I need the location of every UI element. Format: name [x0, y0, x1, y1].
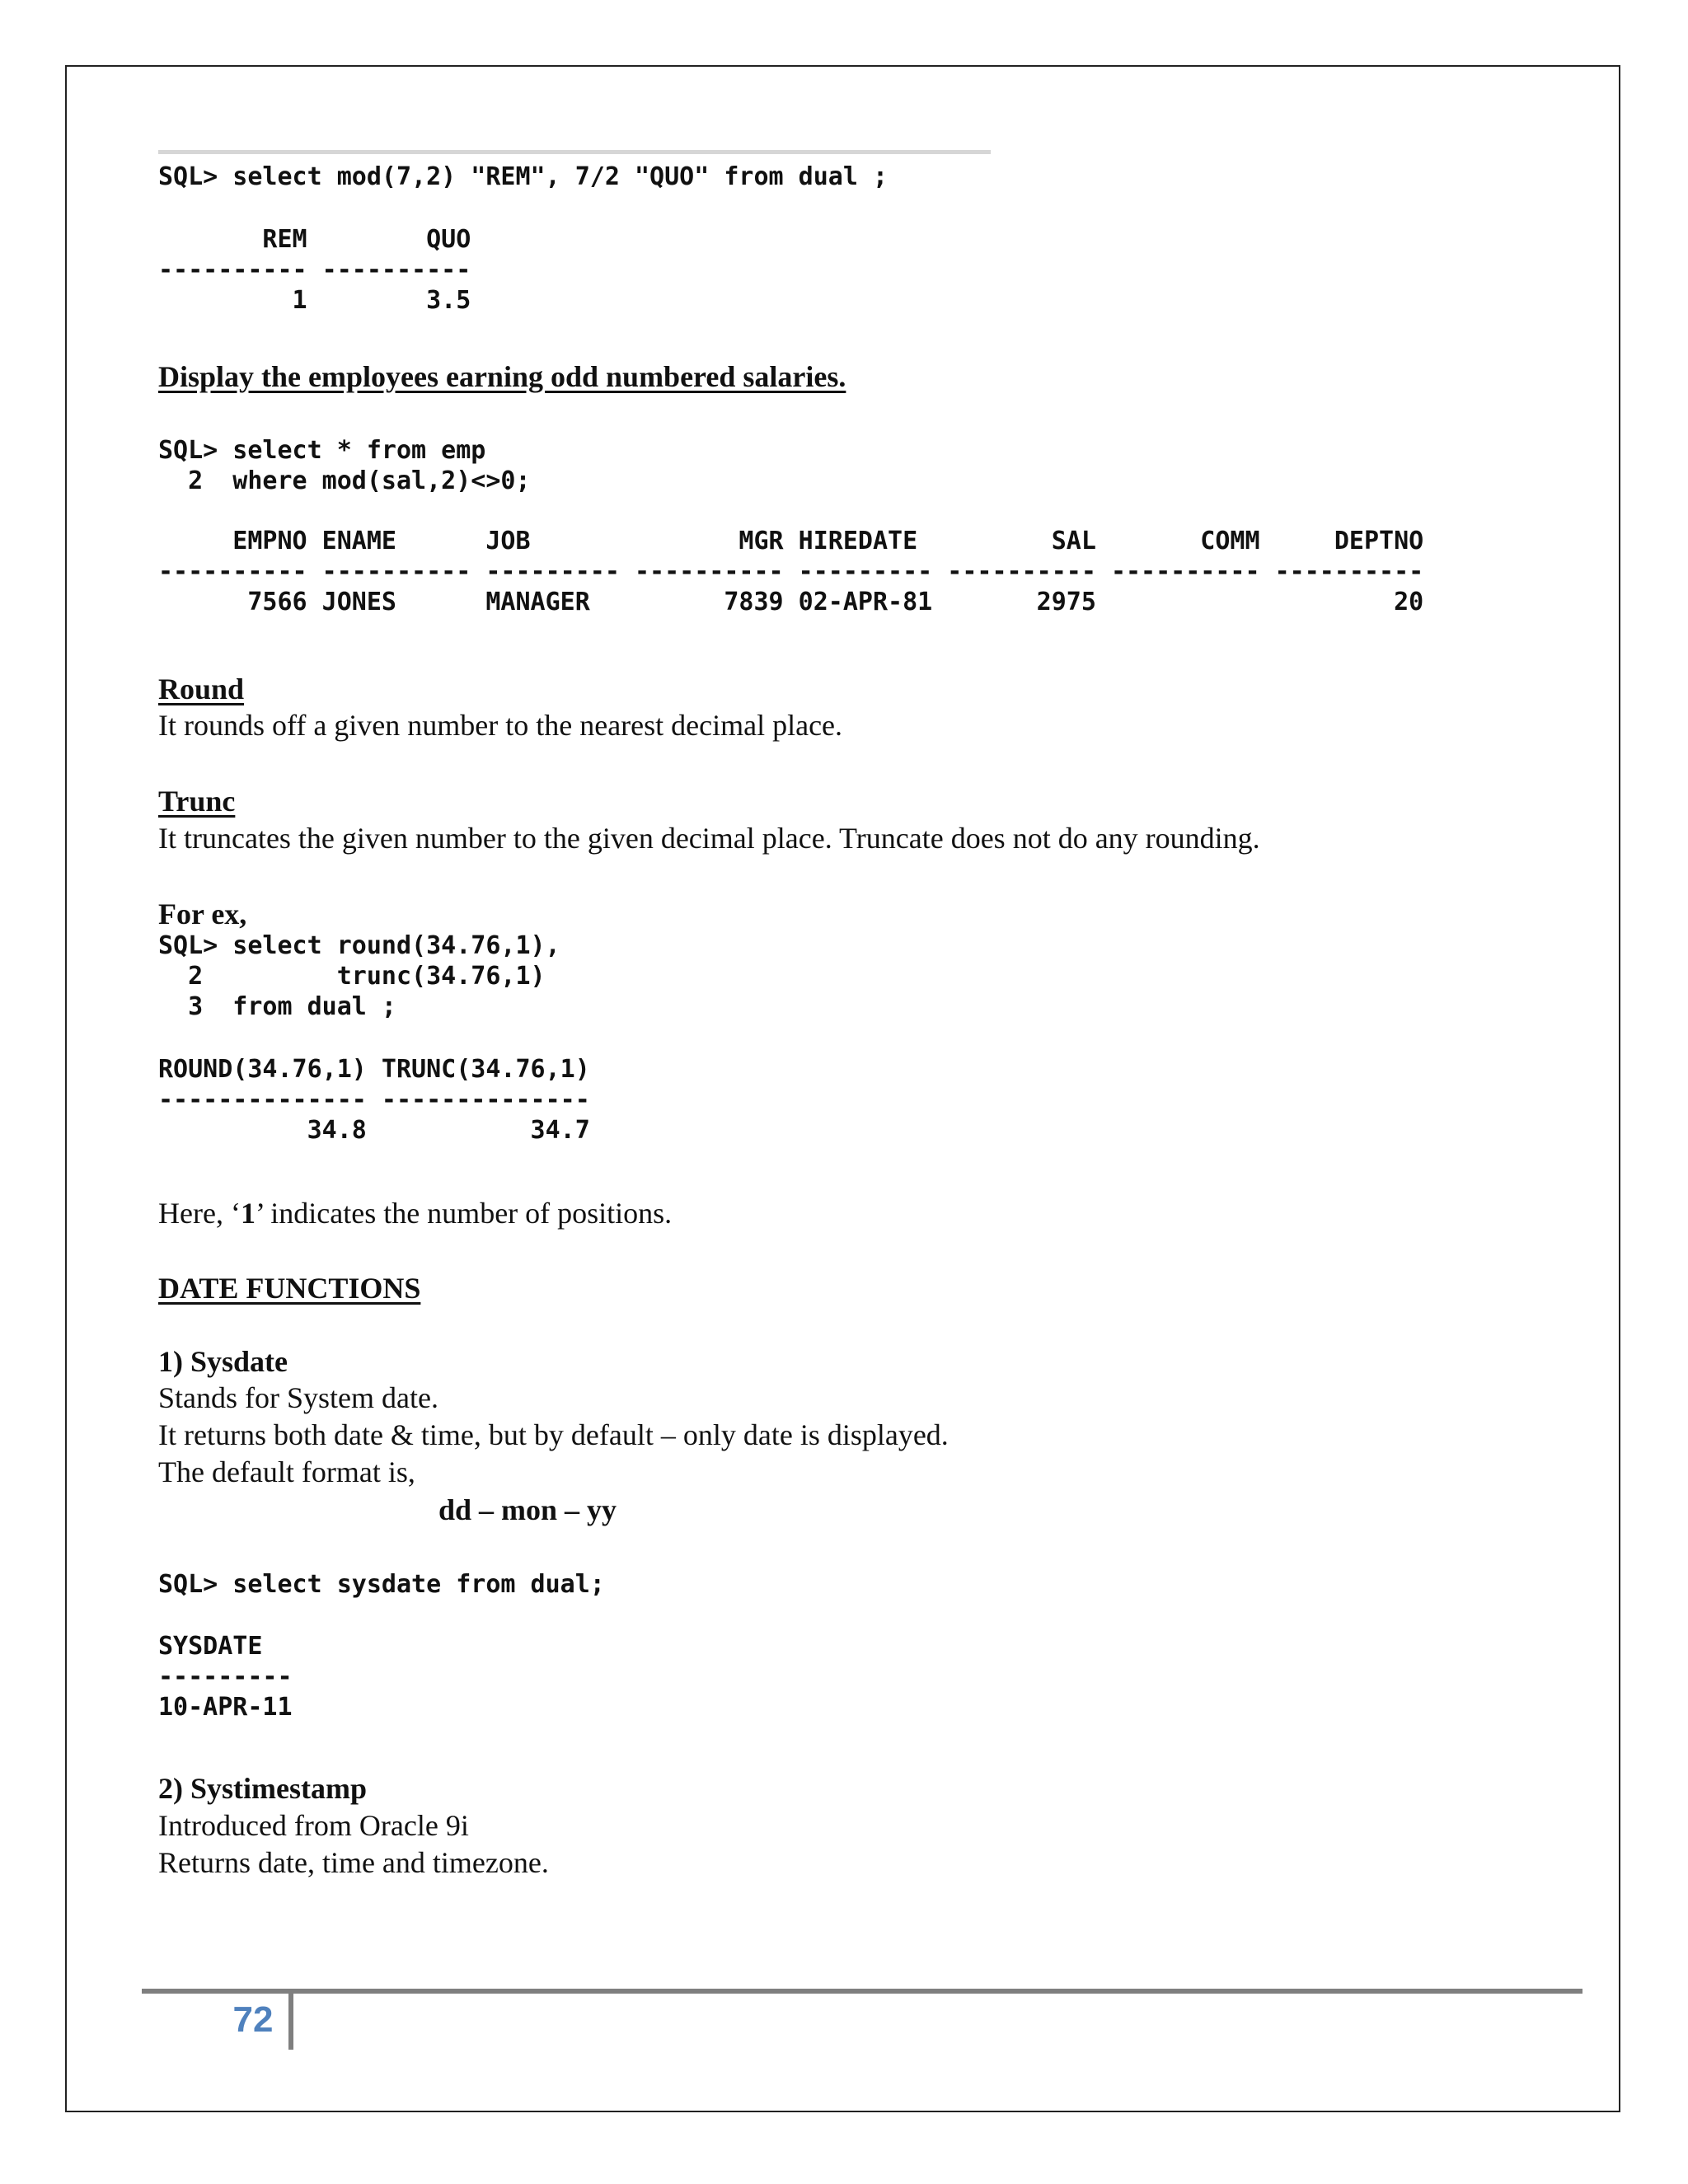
example-label: For ex,	[158, 898, 247, 930]
systimestamp-line2: Returns date, time and timezone.	[158, 1846, 549, 1879]
sysdate-title: 1) Sysdate	[158, 1345, 288, 1378]
note-suffix: ’ indicates the number of positions.	[255, 1197, 673, 1230]
systimestamp-title: 2) Systimestamp	[158, 1772, 367, 1805]
date-functions-heading: DATE FUNCTIONS	[158, 1272, 421, 1305]
note-prefix: Here, ‘	[158, 1197, 241, 1230]
positions-note	[158, 1195, 672, 1232]
example-result: ROUND(34.76,1) TRUNC(34.76,1) -------------- -------------- 34.8 34.7	[158, 1055, 590, 1145]
mod-query: SQL> select mod(7,2) "REM", 7/2 "QUO" from dual ;	[158, 162, 889, 191]
trunc-heading: Trunc	[158, 785, 236, 818]
round-description: It rounds off a given number to the nearest decimal place.	[158, 709, 843, 742]
sysdate-query: SQL> select sysdate from dual;	[158, 1570, 605, 1599]
mod-example	[158, 162, 888, 192]
odd-salaries-result: EMPNO ENAME JOB MGR HIREDATE SAL COMM DEPTNO ---------- ---------- --------- ---------- --------- ---------- ---------- ---------- 7566 JONES MANAGER 7839 02-APR-81 2975 20	[158, 527, 1424, 616]
sysdate-format: dd – mon – yy	[438, 1493, 617, 1526]
example-query: SQL> select round(34.76,1), 2 trunc(34.76,1) 3 from dual ;	[158, 931, 560, 1021]
sysdate-line3: The default format is,	[158, 1455, 415, 1488]
round-heading: Round	[158, 673, 245, 705]
sysdate-line1: Stands for System date.	[158, 1381, 438, 1414]
page-number: 72	[232, 1999, 274, 2040]
sysdate-result: SYSDATE --------- 10-APR-11	[158, 1632, 293, 1722]
trunc-description: It truncates the given number to the given decimal place. Truncate does not do any rounding.	[158, 822, 1260, 855]
odd-salaries-heading: Display the employees earning odd numbered salaries.	[158, 360, 846, 393]
systimestamp-line1: Introduced from Oracle 9i	[158, 1809, 469, 1842]
mod-result: REM QUO ---------- ---------- 1 3.5	[158, 225, 471, 315]
top-rule	[158, 150, 991, 154]
footer-rule	[142, 1989, 1582, 1994]
note-bold: 1	[240, 1197, 256, 1230]
sysdate-line2: It returns both date & time, but by default – only date is displayed.	[158, 1418, 949, 1451]
footer-separator	[288, 1989, 293, 2050]
odd-salaries-query: SQL> select * from emp 2 where mod(sal,2)<>0;	[158, 436, 531, 495]
